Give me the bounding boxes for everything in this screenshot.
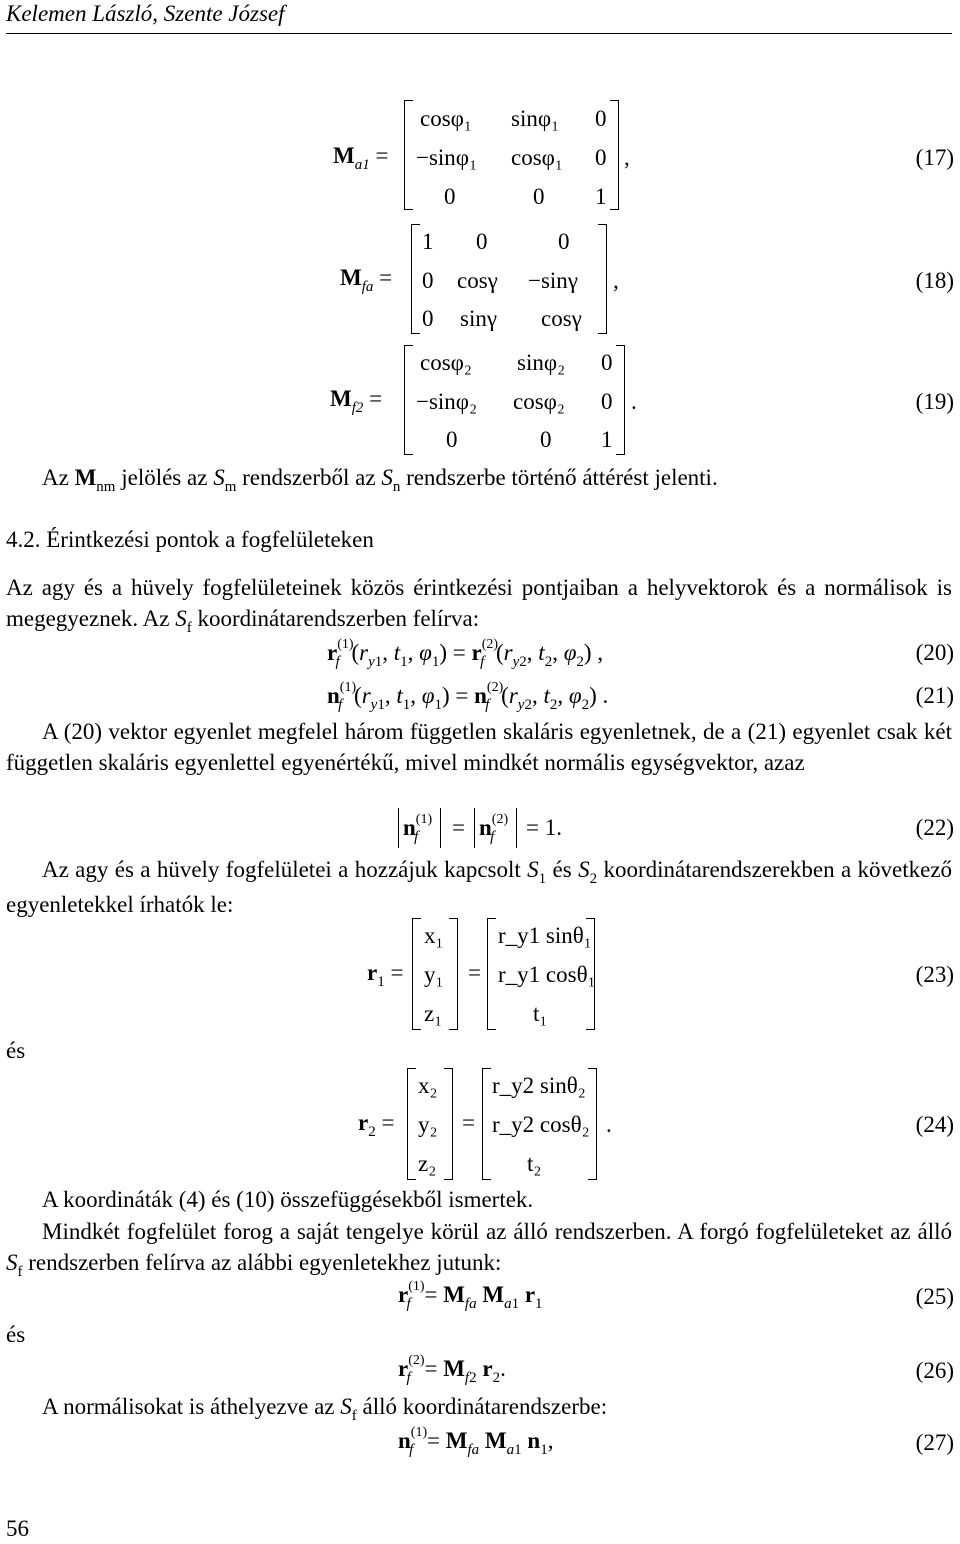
eq17-bracket-left [404,100,413,210]
eq26-number: (26) [915,1358,954,1383]
eq24-c1r3: z₂ [418,1151,437,1176]
eq17-lhs: $M_{a1}$ = [333,143,389,173]
eq19-bracket-right [616,345,625,455]
eq23-bracket-left-2 [487,918,496,1030]
eq17-r2c2: cosφ₁ [511,145,563,170]
header-rule [6,33,952,34]
eq19-number: (19) [915,389,954,414]
eq18-r3c2: sinγ [460,306,498,331]
eq23-bracket-right-2 [586,918,595,1030]
eq24-bracket-left-2 [482,1068,491,1180]
eq19-r1c3: 0 [601,350,613,375]
eq24-c1r2: y₂ [418,1112,438,1137]
eq18-r2c1: 0 [422,268,434,293]
section-heading: 4.2. Érintkezési pontok a fogfelületeken [6,527,374,552]
eq23-lhs: $r_1$ = [367,960,404,990]
eq17-r1c1: cosφ₁ [420,106,472,131]
notation-note: Az $M_{nm}$ jelölés az $S_m$ rendszerből az $S_n$ rendszerbe történő áttérést jelenti. [42,465,718,495]
eq23-bracket-right-1 [449,918,458,1030]
eq17-trail: , [624,145,630,170]
eq18-r1c2: 0 [476,229,488,254]
eq19-r1c1: cosφ₂ [420,350,472,375]
eq19-bracket-left [404,345,413,455]
eq19-trail: . [631,389,637,414]
eq19-r3c3: 1 [601,427,613,452]
eq24-trail: . [606,1112,612,1137]
eq18-r3c1: 0 [422,306,434,331]
eq18-r1c3: 0 [558,229,570,254]
eq22-number: (22) [915,815,954,840]
eq27-number: (27) [915,1430,954,1455]
eq22-abs-bar-4 [516,808,517,848]
eq21-body: $n^{(1)}_f$ ($r_{y1}$, $t_1$, $\varphi_1) = n^{(2)}_f$ ($r_{y2}$, $t_2$, $\varphi_2$) . [327,680,609,713]
eq23-c1r3: z₁ [424,1001,443,1026]
eq18-trail: , [613,268,619,293]
eq22-term-2: $n^{(2)}_f$ [479,812,509,845]
eq25-number: (25) [915,1284,954,1309]
eq22-abs-bar-1 [398,808,399,848]
page-number: 56 [6,1516,29,1541]
eq17-r3c3: 1 [595,184,607,209]
eq20-body: $r^{(1)}_f$ ($r_{y1}$, $t_1$, $\varphi_1) = r^{(2)}_f$ ($r_{y2}$, $t_2$, $\varphi_2$) , [327,637,604,670]
eq18-lhs: $M_{fa}$ = [340,265,393,295]
connector-es-1: és [6,1038,26,1063]
eq18-r3c3: cosγ [541,306,582,331]
eq19-lhs: $M_{f2}$ = [330,386,383,416]
paragraph-4: A koordináták (4) és (10) összefüggésekből ismertek. [42,1187,534,1212]
eq17-r1c3: 0 [595,106,607,131]
eq18-r1c1: 1 [422,229,434,254]
eq22-abs-bar-3 [474,808,475,848]
eq22-term-1: $n^{(1)}_f$ [403,812,433,845]
eq18-bracket-left [411,224,420,334]
eq23-c1r1: x₁ [424,923,444,948]
eq19-r2c2: cosφ₂ [513,389,565,414]
paragraph-2: A (20) vektor egyenlet megfelel három független skaláris egyenletnek, de a (21) egyenlet csak két független skaláris egyenlettel egyenértékű, mivel mindkét normális egységvektor, azaz [6,719,952,775]
eq17-number: (17) [915,145,954,170]
eq17-r3c1: 0 [444,184,456,209]
eq18-bracket-right [598,224,607,334]
eq23-c2r2: r_y1 cosθ₁ [498,962,596,987]
eq19-r3c1: 0 [446,427,458,452]
eq21-number: (21) [915,683,954,708]
eq19-r2c3: 0 [601,389,613,414]
eq23-equals: = [468,960,481,985]
eq24-c1r1: x₂ [418,1073,438,1098]
eq17-bracket-right [610,100,619,210]
paragraph-3: Az agy és a hüvely fogfelületei a hozzájuk kapcsolt $S_1$ és $S_2$ koordinátarendszerekben a következő egyenletekkel írhatók le: [6,857,953,917]
eq24-number: (24) [915,1112,954,1137]
eq24-c2r1: r_y2 sinθ₂ [492,1073,586,1098]
eq24-c2r3: t₂ [527,1151,542,1176]
running-header: Kelemen László, Szente József [6,1,285,26]
paragraph-6: A normálisokat is áthelyezve az $S_f$ álló koordinátarendszerbe: [42,1394,608,1424]
paragraph-5: Mindkét fogfelület forog a saját tengelye körül az álló rendszerben. A forgó fogfelületeket az álló $S_f$ rendszerben felírva az alábbi egyenletekhez jutunk: [6,1219,952,1280]
eq19-r2c1: −sinφ₂ [416,389,478,414]
eq23-bracket-left-1 [412,918,421,1030]
eq18-r2c3: −sinγ [528,268,578,293]
eq22-abs-bar-2 [440,808,441,848]
connector-es-2: és [6,1322,26,1347]
eq18-number: (18) [915,268,954,293]
eq18-r2c2: cosγ [457,268,498,293]
eq24-equals: = [462,1110,475,1135]
eq19-r1c2: sinφ₂ [517,350,566,375]
eq24-bracket-right-2 [588,1068,597,1180]
eq17-r1c2: sinφ₁ [511,106,560,131]
eq24-bracket-left-1 [407,1068,416,1180]
eq22-tail: = 1. [526,815,562,840]
eq23-c2r3: t₁ [533,1001,548,1026]
eq17-r2c3: 0 [595,145,607,170]
eq22-equals: = [452,815,465,840]
eq24-bracket-right-1 [444,1068,453,1180]
eq19-r3c2: 0 [540,427,552,452]
eq27-body: $n^{(1)}_f = M_{fa}$ $M_{a1}$ $n_1$, [398,1425,554,1458]
eq23-number: (23) [915,962,954,987]
eq25-body: $r^{(1)}_f = M_{fa}$ $M_{a1}$ $r_1$ [398,1279,543,1312]
eq23-c1r2: y₁ [424,962,444,987]
eq23-c2r1: r_y1 sinθ₁ [498,923,592,948]
eq26-body: $r^{(2)}_f = M_{f2}$ $r_2$. [398,1353,506,1386]
paragraph-1: Az agy és a hüvely fogfelületeinek közös érintkezési pontjaiban a helyvektorok és a normálisok is megegyeznek. Az $S_f$ koordinátarendszerben felírva: [6,575,952,636]
eq17-r2c1: −sinφ₁ [416,145,478,170]
eq17-r3c2: 0 [533,184,545,209]
eq24-c2r2: r_y2 cosθ₂ [492,1112,590,1137]
eq24-lhs: $r_2$ = [358,1110,395,1140]
eq20-number: (20) [915,640,954,665]
